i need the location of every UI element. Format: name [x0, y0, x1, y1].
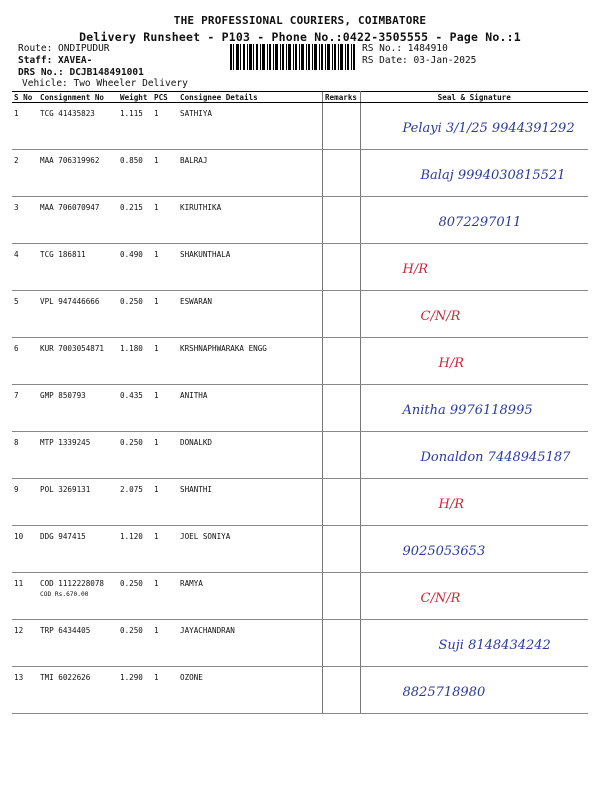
cell-consignment	[38, 526, 118, 573]
cell-remarks	[322, 573, 360, 620]
cell-signature	[360, 291, 588, 338]
table-row	[12, 244, 588, 291]
cell-pcs	[152, 479, 178, 526]
cell-consignee	[178, 291, 322, 338]
cell-remarks	[322, 103, 360, 150]
cell-sno	[12, 291, 38, 338]
cell-weight	[118, 526, 152, 573]
cell-sno	[12, 526, 38, 573]
cell-consignee	[178, 385, 322, 432]
cell-pcs	[152, 150, 178, 197]
cell-remarks	[322, 479, 360, 526]
cell-sno	[12, 385, 38, 432]
cell-pcs	[152, 338, 178, 385]
cell-consignee-text: SHAKUNTHALA	[180, 250, 231, 259]
table-row	[12, 667, 588, 714]
cell-pcs	[152, 526, 178, 573]
cell-sno	[12, 479, 38, 526]
cell-weight	[118, 244, 152, 291]
cell-sno-text: 13	[14, 673, 24, 682]
cell-consignment	[38, 667, 118, 714]
cell-consignee	[178, 150, 322, 197]
cell-consignee	[178, 667, 322, 714]
cell-weight-text: 1.120	[120, 532, 143, 541]
cell-remarks	[322, 338, 360, 385]
cell-sno-text: 7	[14, 391, 19, 400]
cell-pcs	[152, 103, 178, 150]
cell-remarks	[322, 197, 360, 244]
cell-weight-text: 1.115	[120, 109, 143, 118]
cell-consignee	[178, 573, 322, 620]
vehicle-label: Vehicle: Two Wheeler Delivery	[22, 78, 188, 89]
cell-remarks	[322, 667, 360, 714]
cell-weight	[118, 103, 152, 150]
cell-pcs	[152, 432, 178, 479]
cell-consignment-text: MAA 706070947	[40, 203, 100, 212]
table-row	[12, 573, 588, 620]
cell-consignee-text: KIRUTHIKA	[180, 203, 222, 212]
cell-pcs	[152, 620, 178, 667]
cell-sno-text: 6	[14, 344, 19, 353]
staff-label: Staff: XAVEA-	[18, 55, 93, 66]
cell-sno-text: 9	[14, 485, 19, 494]
cell-consignment-text: DDG 947415	[40, 532, 86, 541]
handwritten-signature: 9025053653	[402, 544, 486, 559]
rs-date: RS Date: 03-Jan-2025	[362, 55, 477, 66]
cell-signature	[360, 526, 588, 573]
cell-weight-text: 1.290	[120, 673, 143, 682]
handwritten-signature: Pelayi 3/1/25 9944391292	[402, 121, 575, 136]
table-row	[12, 526, 588, 573]
cell-pcs-text: 1	[154, 532, 159, 541]
cell-consignment-text: KUR 7003054871	[40, 344, 105, 353]
cell-pcs-text: 1	[154, 344, 159, 353]
cell-pcs	[152, 244, 178, 291]
cell-pcs	[152, 197, 178, 244]
cell-consignment-text: COD 1112228078	[40, 579, 105, 588]
table-row	[12, 150, 588, 197]
cell-sno-text: 12	[14, 626, 24, 635]
cell-pcs-text: 1	[154, 391, 159, 400]
cell-weight	[118, 667, 152, 714]
cell-weight	[118, 338, 152, 385]
cell-consignment	[38, 385, 118, 432]
cell-consignment-text: TCG 41435823	[40, 109, 95, 118]
route-label: Route: ONDIPUDUR	[18, 43, 110, 54]
cell-consignment	[38, 479, 118, 526]
cell-consignment	[38, 338, 118, 385]
cell-signature	[360, 197, 588, 244]
cell-weight-text: 0.250	[120, 579, 143, 588]
cell-sno-text: 10	[14, 532, 24, 541]
handwritten-signature: Balaj 9994030815521	[420, 168, 566, 183]
cell-weight-text: 0.250	[120, 297, 143, 306]
cell-consignee	[178, 526, 322, 573]
cell-consignee	[178, 432, 322, 479]
cell-signature	[360, 103, 588, 150]
cell-consignment	[38, 244, 118, 291]
handwritten-signature: C/N/R	[420, 309, 461, 324]
handwritten-signature: H/R	[402, 262, 429, 277]
cell-pcs	[152, 291, 178, 338]
cell-consignee-text: RAMYA	[180, 579, 203, 588]
cell-remarks	[322, 432, 360, 479]
cell-pcs	[152, 667, 178, 714]
col-remarks: Remarks	[322, 92, 360, 103]
cell-weight-text: 1.180	[120, 344, 143, 353]
cell-weight-text: 0.850	[120, 156, 143, 165]
cell-consignee	[178, 620, 322, 667]
table-row	[12, 385, 588, 432]
cell-sno-text: 1	[14, 109, 19, 118]
cell-remarks	[322, 620, 360, 667]
table-row	[12, 338, 588, 385]
cell-pcs-text: 1	[154, 485, 159, 494]
cell-remarks	[322, 526, 360, 573]
cell-consignment	[38, 432, 118, 479]
cell-sno	[12, 667, 38, 714]
cell-sno	[12, 244, 38, 291]
cell-consignee-text: ESWARAN	[180, 297, 213, 306]
col-consignee: Consignee Details	[178, 92, 322, 103]
cell-weight	[118, 432, 152, 479]
col-consignment: Consignment No	[38, 92, 118, 103]
col-signature: Seal & Signature	[360, 92, 588, 103]
cell-pcs	[152, 573, 178, 620]
cell-consignee	[178, 103, 322, 150]
cell-weight	[118, 197, 152, 244]
runsheet-table	[12, 91, 588, 714]
cell-consignee	[178, 244, 322, 291]
cell-weight	[118, 573, 152, 620]
cell-sno	[12, 432, 38, 479]
cell-weight-text: 0.250	[120, 626, 143, 635]
drs-number: DRS No.: DCJB148491001	[18, 67, 144, 78]
cell-remarks	[322, 291, 360, 338]
cell-consignee	[178, 479, 322, 526]
handwritten-signature: Anitha 9976118995	[402, 403, 533, 418]
cell-signature	[360, 620, 588, 667]
cell-consignment-text: MTP 1339245	[40, 438, 91, 447]
col-sno: S No	[12, 92, 38, 103]
cell-pcs-text: 1	[154, 109, 159, 118]
cell-signature	[360, 573, 588, 620]
cell-pcs-text: 1	[154, 156, 159, 165]
handwritten-signature: 8825718980	[402, 685, 486, 700]
cell-weight	[118, 385, 152, 432]
cell-pcs-text: 1	[154, 438, 159, 447]
table-row	[12, 197, 588, 244]
handwritten-signature: Suji 8148434242	[438, 638, 551, 653]
cell-consignee-text: SATHIYA	[180, 109, 213, 118]
cell-weight	[118, 620, 152, 667]
handwritten-signature: C/N/R	[420, 591, 461, 606]
cell-weight-text: 0.215	[120, 203, 143, 212]
cell-signature	[360, 244, 588, 291]
handwritten-signature: 8072297011	[438, 215, 522, 230]
rs-number: RS No.: 1484910	[362, 43, 448, 54]
cell-consignment	[38, 291, 118, 338]
table-header-row	[12, 92, 588, 103]
cell-sno	[12, 150, 38, 197]
cell-consignee-text: DONALKD	[180, 438, 213, 447]
cell-pcs-text: 1	[154, 203, 159, 212]
col-pcs: PCS	[152, 92, 178, 103]
cell-consignee-text: OZONE	[180, 673, 203, 682]
cell-weight	[118, 150, 152, 197]
handwritten-signature: H/R	[438, 497, 465, 512]
cell-signature	[360, 150, 588, 197]
cell-weight-text: 0.490	[120, 250, 143, 259]
cell-pcs-text: 1	[154, 250, 159, 259]
cell-sno-text: 11	[14, 579, 24, 588]
cell-pcs-text: 1	[154, 673, 159, 682]
cell-signature	[360, 432, 588, 479]
cell-signature	[360, 479, 588, 526]
cell-sno-text: 3	[14, 203, 19, 212]
cell-weight-text: 0.250	[120, 438, 143, 447]
cell-weight-text: 2.075	[120, 485, 143, 494]
barcode-icon	[230, 44, 355, 70]
cell-sno	[12, 338, 38, 385]
cell-consignment	[38, 573, 118, 620]
cell-consignment	[38, 150, 118, 197]
cod-amount: COD Rs.670.00	[40, 591, 89, 598]
cell-consignment-text: POL 3269131	[40, 485, 91, 494]
cell-sno	[12, 620, 38, 667]
cell-consignment-text: TCG 186811	[40, 250, 86, 259]
cell-signature	[360, 385, 588, 432]
cell-sno-text: 8	[14, 438, 19, 447]
company-title: THE PROFESSIONAL COURIERS, COIMBATORE	[173, 14, 427, 27]
cell-consignment-text: TMI 6022626	[40, 673, 91, 682]
cell-consignee-text: BALRAJ	[180, 156, 208, 165]
cell-consignment	[38, 197, 118, 244]
cell-weight	[118, 479, 152, 526]
cell-pcs-text: 1	[154, 579, 159, 588]
runsheet-subtitle: Delivery Runsheet - P103 - Phone No.:0422-3505555 - Page No.:1	[79, 30, 521, 44]
cell-sno	[12, 103, 38, 150]
cell-consignee-text: JOEL SONIYA	[180, 532, 231, 541]
cell-pcs-text: 1	[154, 626, 159, 635]
cell-consignee-text: JAYACHANDRAN	[180, 626, 235, 635]
cell-weight	[118, 291, 152, 338]
table-row	[12, 620, 588, 667]
cell-consignment	[38, 620, 118, 667]
cell-sno-text: 5	[14, 297, 19, 306]
cell-signature	[360, 338, 588, 385]
cell-consignment-text: GMP 850793	[40, 391, 86, 400]
handwritten-signature: H/R	[438, 356, 465, 371]
cell-consignee-text: KRSHNAPHWARAKA ENGG	[180, 344, 267, 353]
cell-consignment-text: MAA 706319962	[40, 156, 100, 165]
cell-pcs-text: 1	[154, 297, 159, 306]
table-row	[12, 291, 588, 338]
col-weight: Weight	[118, 92, 152, 103]
cell-consignment-text: TRP 6434405	[40, 626, 91, 635]
cell-consignee-text: ANITHA	[180, 391, 208, 400]
handwritten-signature: Donaldon 7448945187	[420, 450, 571, 465]
table-row	[12, 432, 588, 479]
cell-consignee	[178, 338, 322, 385]
cell-consignee	[178, 197, 322, 244]
cell-weight-text: 0.435	[120, 391, 143, 400]
cell-sno-text: 4	[14, 250, 19, 259]
cell-consignment-text: VPL 947446666	[40, 297, 100, 306]
cell-consignment	[38, 103, 118, 150]
cell-remarks	[322, 244, 360, 291]
cell-consignee-text: SHANTHI	[180, 485, 213, 494]
cell-pcs	[152, 385, 178, 432]
cell-signature	[360, 667, 588, 714]
cell-remarks	[322, 150, 360, 197]
cell-sno	[12, 197, 38, 244]
table-row	[12, 103, 588, 150]
cell-sno	[12, 573, 38, 620]
table-row	[12, 479, 588, 526]
cell-sno-text: 2	[14, 156, 19, 165]
cell-remarks	[322, 385, 360, 432]
